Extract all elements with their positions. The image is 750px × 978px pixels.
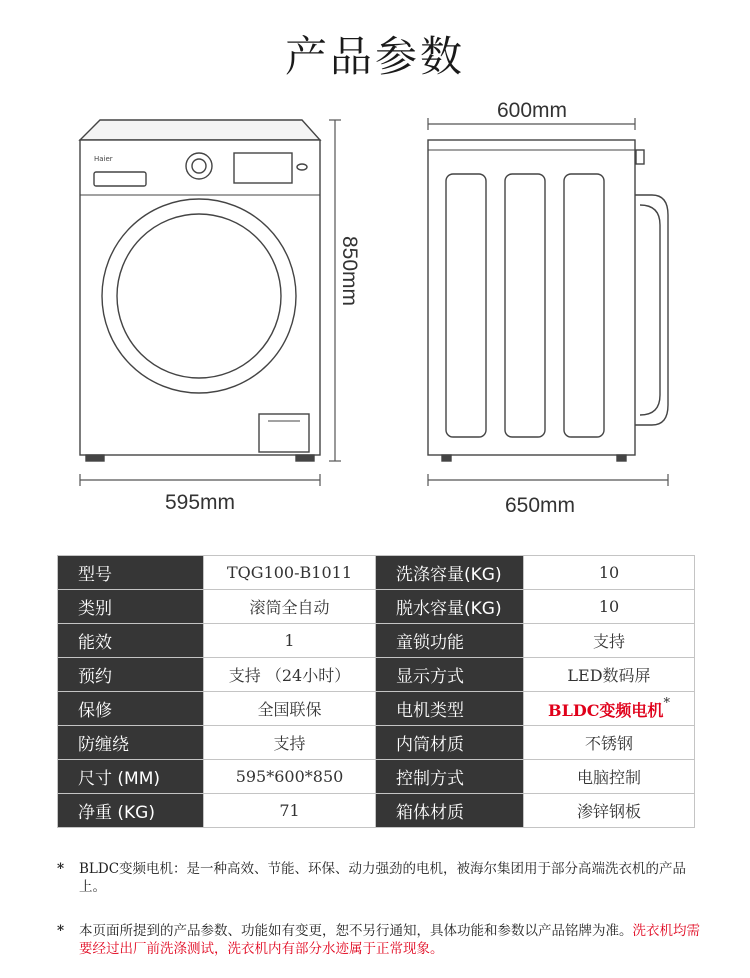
table-row bbox=[58, 794, 695, 828]
spec-label: 内筒材质 bbox=[376, 726, 524, 760]
spec-label: 保修 bbox=[58, 692, 204, 726]
disclaimer-text: 本页面所提到的产品参数、功能如有变更，恕不另行通知，具体功能和参数以产品铭牌为准。 bbox=[79, 923, 633, 939]
spec-value: LED数码屏 bbox=[524, 658, 695, 692]
side-top-width-label: 600mm bbox=[496, 99, 568, 122]
height-label: 850mm bbox=[338, 236, 361, 307]
front-width-dimension-line bbox=[80, 474, 320, 486]
spec-table bbox=[57, 555, 695, 828]
spec-value: 1 bbox=[204, 624, 376, 658]
table-row bbox=[58, 726, 695, 760]
spec-value: 渗锌钢板 bbox=[524, 794, 695, 828]
table-row bbox=[58, 692, 695, 726]
spec-value: 支持 bbox=[204, 726, 376, 760]
table-row bbox=[58, 624, 695, 658]
table-row bbox=[58, 658, 695, 692]
footnote-motor bbox=[57, 860, 707, 896]
front-width-label: 595mm bbox=[164, 491, 236, 514]
table-row bbox=[58, 760, 695, 794]
footnote-star: * bbox=[57, 861, 65, 877]
spec-value: 滚筒全自动 bbox=[204, 590, 376, 624]
spec-value: 10 bbox=[524, 590, 695, 624]
spec-label: 类别 bbox=[58, 590, 204, 624]
table-row bbox=[58, 590, 695, 624]
spec-label: 能效 bbox=[58, 624, 204, 658]
spec-value: 10 bbox=[524, 556, 695, 590]
spec-label: 脱水容量(KG) bbox=[376, 590, 524, 624]
side-depth-label: 650mm bbox=[504, 494, 576, 517]
motor-type-text: BLDC变频电机 bbox=[548, 701, 664, 720]
spec-value: 全国联保 bbox=[204, 692, 376, 726]
spec-value: 71 bbox=[204, 794, 376, 828]
spec-label: 型号 bbox=[58, 556, 204, 590]
spec-label: 箱体材质 bbox=[376, 794, 524, 828]
spec-value: 595*600*850 bbox=[204, 760, 376, 794]
washer-front-view bbox=[80, 120, 320, 461]
spec-label: 电机类型 bbox=[376, 692, 524, 726]
spec-value: TQG100-B1011 bbox=[204, 556, 376, 590]
spec-label: 洗涤容量(KG) bbox=[376, 556, 524, 590]
washer-side-view bbox=[428, 140, 668, 461]
footnote-mark: * bbox=[663, 696, 670, 711]
spec-label: 童锁功能 bbox=[376, 624, 524, 658]
spec-label: 防缠绕 bbox=[58, 726, 204, 760]
side-depth-dimension-line bbox=[428, 474, 668, 486]
table-row bbox=[58, 556, 695, 590]
spec-value: 不锈钢 bbox=[524, 726, 695, 760]
spec-label: 控制方式 bbox=[376, 760, 524, 794]
footnote-disclaimer bbox=[57, 922, 707, 958]
spec-label: 预约 bbox=[58, 658, 204, 692]
spec-label: 尺寸 (MM) bbox=[58, 760, 204, 794]
disclaimer-warning: 洗衣机均需要经过出厂前洗涤测试，洗衣机内有部分水迹属于正常现象。 bbox=[79, 923, 700, 957]
footnote-star: * bbox=[57, 923, 65, 939]
brand-logo: Haier bbox=[94, 155, 113, 163]
spec-value: 支持 bbox=[524, 624, 695, 658]
footnote-text: BLDC变频电机：是一种高效、节能、环保、动力强劲的电机，被海尔集团用于部分高端洗衣机的产品上。 bbox=[79, 861, 687, 895]
spec-label: 显示方式 bbox=[376, 658, 524, 692]
page-title: 产品参数 bbox=[284, 32, 465, 81]
footnote-body bbox=[57, 922, 707, 958]
spec-value: 电脑控制 bbox=[524, 760, 695, 794]
spec-label: 净重 (KG) bbox=[58, 794, 204, 828]
spec-value: 支持 （24小时） bbox=[204, 658, 376, 692]
spec-value-motor bbox=[524, 692, 695, 726]
